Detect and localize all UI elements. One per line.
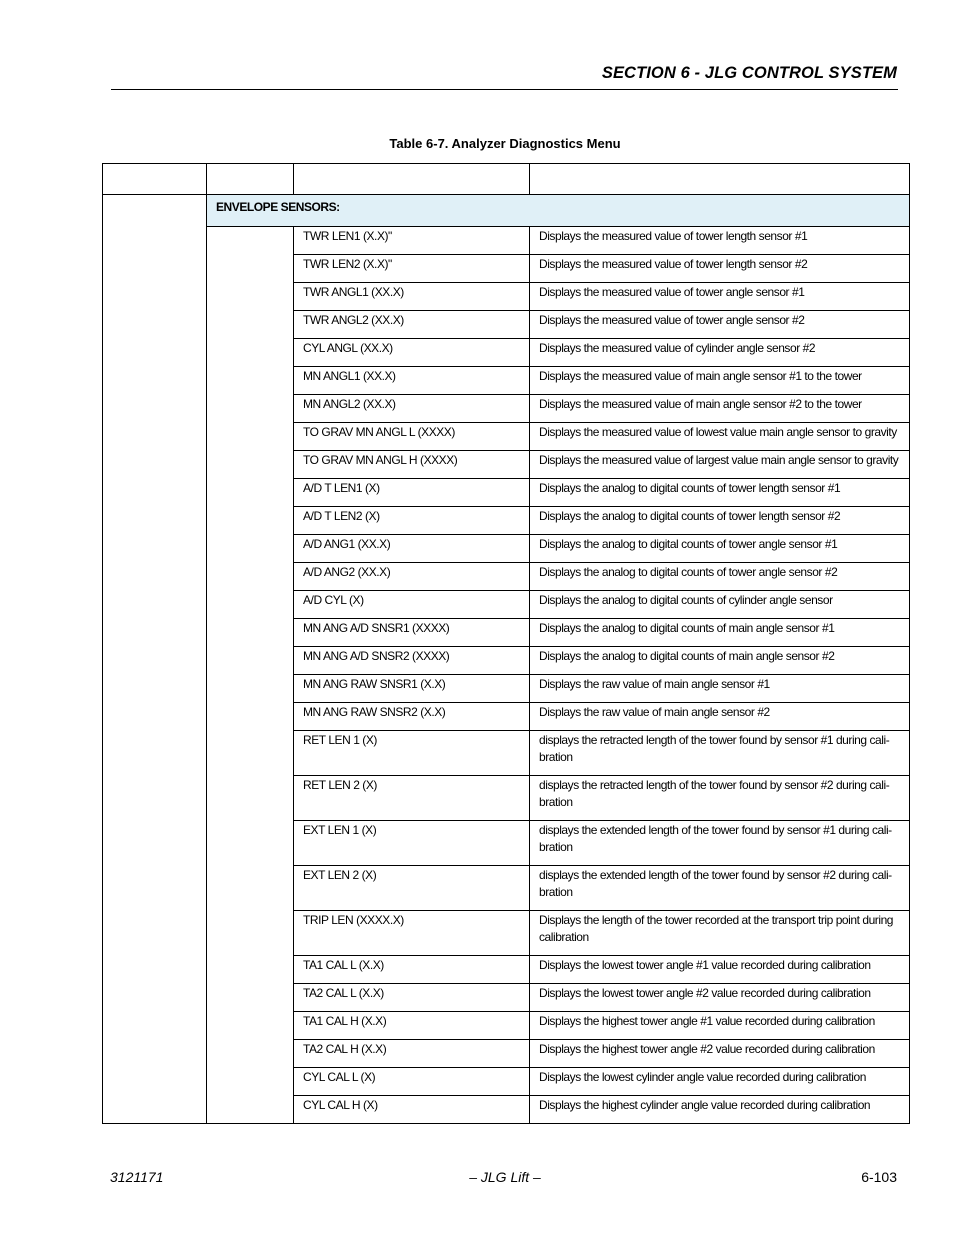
- description-cell: Displays the analog to digital counts of cylinder angle sensor: [530, 591, 910, 619]
- parameter-cell: MN ANG A/D SNSR1 (XXXX): [294, 619, 530, 647]
- parameter-cell: TA2 CAL H (X.X): [294, 1040, 530, 1068]
- description-cell: Displays the measured value of tower angle sensor #2: [530, 311, 910, 339]
- section-label: ENVELOPE SENSORS:: [207, 195, 910, 227]
- parameter-cell: TWR ANGL1 (XX.X): [294, 283, 530, 311]
- submenu-cell: [207, 227, 294, 1124]
- parameter-cell: CYL ANGL (XX.X): [294, 339, 530, 367]
- parameter-cell: A/D ANG2 (XX.X): [294, 563, 530, 591]
- parameter-cell: TO GRAV MN ANGL L (XXXX): [294, 423, 530, 451]
- description-cell: Displays the highest tower angle #2 value recorded during calibration: [530, 1040, 910, 1068]
- parameter-cell: RET LEN 2 (X): [294, 776, 530, 821]
- parameter-cell: MN ANG A/D SNSR2 (XXXX): [294, 647, 530, 675]
- description-cell: Displays the measured value of lowest value main angle sensor to gravity: [530, 423, 910, 451]
- description-cell: Displays the measured value of tower length sensor #1: [530, 227, 910, 255]
- description-cell: displays the retracted length of the tower found by sensor #2 during cali-bration: [530, 776, 910, 821]
- table-header-row: [103, 164, 910, 195]
- section-row: [103, 195, 910, 227]
- header-divider: [111, 89, 898, 90]
- page-number: 6-103: [861, 1169, 897, 1185]
- parameter-cell: EXT LEN 1 (X): [294, 821, 530, 866]
- diagnostics-table: [102, 163, 910, 1124]
- description-cell: Displays the analog to digital counts of tower length sensor #1: [530, 479, 910, 507]
- parameter-cell: A/D T LEN1 (X): [294, 479, 530, 507]
- parameter-cell: TA2 CAL L (X.X): [294, 984, 530, 1012]
- description-cell: Displays the raw value of main angle sensor #2: [530, 703, 910, 731]
- parameter-cell: CYL CAL H (X): [294, 1096, 530, 1124]
- description-cell: Displays the analog to digital counts of tower length sensor #2: [530, 507, 910, 535]
- parameter-cell: EXT LEN 2 (X): [294, 866, 530, 911]
- description-cell: Displays the analog to digital counts of tower angle sensor #2: [530, 563, 910, 591]
- description-cell: Displays the measured value of largest value main angle sensor to gravity: [530, 451, 910, 479]
- description-cell: Displays the measured value of tower length sensor #2: [530, 255, 910, 283]
- header-cell: [530, 164, 910, 195]
- parameter-cell: RET LEN 1 (X): [294, 731, 530, 776]
- table-row: [103, 227, 910, 255]
- section-title: SECTION 6 - JLG CONTROL SYSTEM: [601, 64, 897, 82]
- parameter-cell: TO GRAV MN ANGL H (XXXX): [294, 451, 530, 479]
- description-cell: Displays the measured value of main angle sensor #2 to the tower: [530, 395, 910, 423]
- parameter-cell: MN ANG RAW SNSR1 (X.X): [294, 675, 530, 703]
- description-cell: Displays the highest cylinder angle value recorded during calibration: [530, 1096, 910, 1124]
- description-cell: Displays the raw value of main angle sensor #1: [530, 675, 910, 703]
- parameter-cell: TA1 CAL L (X.X): [294, 956, 530, 984]
- parameter-cell: TWR ANGL2 (XX.X): [294, 311, 530, 339]
- description-cell: Displays the highest tower angle #1 value recorded during calibration: [530, 1012, 910, 1040]
- description-cell: Displays the measured value of cylinder angle sensor #2: [530, 339, 910, 367]
- footer-brand: – JLG Lift –: [469, 1169, 541, 1185]
- top-level-menu-cell: [103, 195, 207, 1124]
- parameter-cell: A/D CYL (X): [294, 591, 530, 619]
- header-cell: [294, 164, 530, 195]
- description-cell: Displays the lowest tower angle #1 value recorded during calibration: [530, 956, 910, 984]
- document-number: 3121171: [110, 1169, 164, 1185]
- description-cell: displays the extended length of the tower found by sensor #2 during cali-bration: [530, 866, 910, 911]
- parameter-cell: TWR LEN2 (X.X)": [294, 255, 530, 283]
- description-cell: Displays the measured value of tower angle sensor #1: [530, 283, 910, 311]
- parameter-cell: MN ANGL1 (XX.X): [294, 367, 530, 395]
- parameter-cell: TWR LEN1 (X.X)": [294, 227, 530, 255]
- description-cell: displays the extended length of the tower found by sensor #1 during cali-bration: [530, 821, 910, 866]
- description-cell: Displays the measured value of main angle sensor #1 to the tower: [530, 367, 910, 395]
- parameter-cell: A/D T LEN2 (X): [294, 507, 530, 535]
- description-cell: Displays the analog to digital counts of main angle sensor #1: [530, 619, 910, 647]
- description-cell: Displays the analog to digital counts of main angle sensor #2: [530, 647, 910, 675]
- description-cell: Displays the analog to digital counts of tower angle sensor #1: [530, 535, 910, 563]
- parameter-cell: CYL CAL L (X): [294, 1068, 530, 1096]
- table-caption: Table 6-7. Analyzer Diagnostics Menu: [389, 136, 621, 151]
- description-cell: displays the retracted length of the tower found by sensor #1 during cali-bration: [530, 731, 910, 776]
- parameter-cell: TA1 CAL H (X.X): [294, 1012, 530, 1040]
- parameter-cell: MN ANG RAW SNSR2 (X.X): [294, 703, 530, 731]
- parameter-cell: TRIP LEN (XXXX.X): [294, 911, 530, 956]
- header-cell: [103, 164, 207, 195]
- parameter-cell: MN ANGL2 (XX.X): [294, 395, 530, 423]
- header-cell: [207, 164, 294, 195]
- description-cell: Displays the length of the tower recorded at the transport trip point during calibration: [530, 911, 910, 956]
- description-cell: Displays the lowest tower angle #2 value recorded during calibration: [530, 984, 910, 1012]
- description-cell: Displays the lowest cylinder angle value recorded during calibration: [530, 1068, 910, 1096]
- parameter-cell: A/D ANG1 (XX.X): [294, 535, 530, 563]
